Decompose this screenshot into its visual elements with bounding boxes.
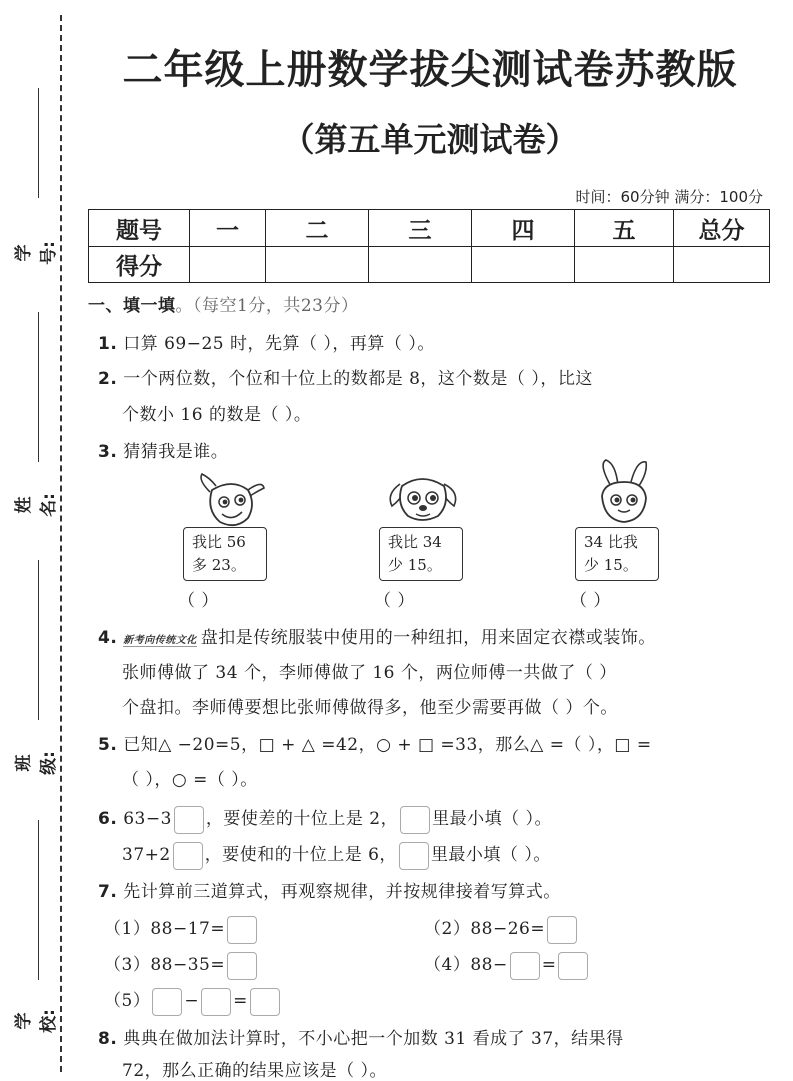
question-1 — [98, 329, 435, 354]
equation-text: （2）88−26= — [424, 919, 546, 939]
binding-dashed-line — [60, 15, 62, 1072]
page-subtitle: （第五单元测试卷） — [281, 120, 579, 159]
student-id-underline — [38, 88, 39, 198]
question-text: 里最小填（ ）。 — [432, 809, 553, 829]
question-text: 口算 69−25 时，先算（ ），再算（ ）。 — [123, 334, 435, 354]
score-header-cell: 一 — [190, 210, 266, 247]
question-number: 3. — [98, 442, 118, 462]
goat-icon — [192, 470, 272, 530]
equation-text: （5） — [104, 991, 151, 1011]
score-header-cell: 三 — [369, 210, 472, 247]
question-number: 4. — [98, 628, 118, 648]
clue-line: 少 15。 — [388, 556, 442, 574]
question-number: 7. — [98, 882, 118, 902]
section-note: 。（每空1分，共23分） — [175, 296, 359, 316]
question-8-line-1 — [98, 1024, 624, 1049]
score-header-cell: 总分 — [674, 210, 770, 247]
question-number: 1. — [98, 334, 118, 354]
answer-box[interactable] — [510, 952, 540, 980]
clue-card — [183, 527, 267, 581]
answer-blank[interactable]: （ ） — [178, 591, 219, 611]
answer-box[interactable] — [174, 806, 204, 834]
time-info: 时间：60分钟 满分：100分 — [575, 188, 763, 206]
score-header-cell: 五 — [575, 210, 674, 247]
score-cell[interactable] — [266, 247, 369, 283]
question-text: ，要使差的十位上是 2， — [205, 809, 399, 829]
answer-blank[interactable]: （ ） — [374, 591, 415, 611]
equals-sign: = — [233, 991, 248, 1011]
puppy-icon — [384, 470, 464, 526]
page-title: 二年级上册数学拔尖测试卷苏教版 — [122, 47, 738, 93]
equation-3 — [104, 950, 259, 980]
question-text: 盘扣是传统服装中使用的一种纽扣，用来固定衣襟或装饰。 — [200, 628, 656, 648]
question-number: 5. — [98, 735, 118, 755]
equation-1 — [104, 914, 259, 944]
question-2-line-1 — [98, 364, 593, 389]
score-cell[interactable] — [575, 247, 674, 283]
question-text: 先计算前三道算式，再观察规律，并按规律接着写算式。 — [123, 882, 561, 902]
question-4-line-1 — [98, 623, 656, 648]
question-text: ，要使和的十位上是 6， — [204, 845, 397, 865]
equation-2 — [424, 914, 579, 944]
clue-line: 我比 34 — [388, 533, 442, 551]
new-trend-tag: 新考向传统文化 — [123, 631, 197, 647]
score-row-label: 得分 — [89, 247, 190, 283]
answer-box[interactable] — [250, 988, 280, 1016]
name-label: 姓名: — [14, 493, 59, 517]
clue-card — [575, 527, 659, 581]
question-number: 6. — [98, 809, 118, 829]
expression: 63−3 — [123, 809, 172, 829]
answer-box[interactable] — [400, 806, 430, 834]
answer-box[interactable] — [227, 916, 257, 944]
clue-line: 34 比我 — [584, 533, 638, 551]
class-label: 班级: — [14, 751, 59, 775]
question-text: 里最小填（ ）。 — [430, 845, 551, 865]
score-header-cell: 二 — [266, 210, 369, 247]
clue-line: 我比 56 — [192, 533, 246, 551]
clue-card — [379, 527, 463, 581]
equation-4 — [424, 950, 590, 980]
question-6-line-1 — [98, 804, 552, 834]
clue-line: 多 23。 — [192, 556, 246, 574]
equation-text: （1）88−17= — [104, 919, 226, 939]
school-underline — [38, 820, 39, 980]
score-header-cell: 四 — [472, 210, 575, 247]
question-5-line-2: （ ），○ =（ ）。 — [122, 770, 258, 790]
question-3 — [98, 437, 228, 462]
score-cell[interactable] — [472, 247, 575, 283]
question-number: 8. — [98, 1029, 118, 1049]
question-4-line-3: 个盘扣。李师傅要想比张师傅做得多，他至少需要再做（ ）个。 — [122, 698, 618, 718]
answer-box[interactable] — [558, 952, 588, 980]
equals-sign: = — [541, 955, 557, 975]
question-5-line-1 — [98, 730, 652, 755]
score-cell[interactable] — [369, 247, 472, 283]
school-label: 学校: — [14, 1009, 59, 1033]
score-cell[interactable] — [190, 247, 266, 283]
question-4-line-2: 张师傅做了 34 个，李师傅做了 16 个，两位师傅一共做了（ ） — [122, 663, 617, 683]
class-underline — [38, 560, 39, 720]
answer-box[interactable] — [227, 952, 257, 980]
minus-sign: − — [184, 991, 200, 1011]
answer-box[interactable] — [547, 916, 577, 944]
name-underline — [38, 312, 39, 462]
equation-text: （3）88−35= — [104, 955, 226, 975]
answer-box[interactable] — [152, 988, 182, 1016]
rabbit-icon — [584, 458, 664, 528]
question-text: 一个两位数，个位和十位上的数都是 8，这个数是（ ），比这 — [123, 369, 593, 389]
equation-text: （4）88− — [424, 955, 508, 975]
score-table — [88, 209, 770, 283]
question-6-line-2 — [122, 840, 551, 870]
score-table-header-row — [89, 210, 770, 247]
question-8-line-2: 72，那么正确的结果应该是（ ）。 — [122, 1061, 388, 1081]
answer-box[interactable] — [399, 842, 429, 870]
section-heading — [88, 291, 358, 316]
question-7 — [98, 877, 561, 902]
question-2-line-2: 个数小 16 的数是（ ）。 — [122, 405, 312, 425]
question-text: 典典在做加法计算时，不小心把一个加数 31 看成了 37，结果得 — [123, 1029, 624, 1049]
equation-5 — [104, 986, 282, 1016]
question-number: 2. — [98, 369, 118, 389]
score-cell[interactable] — [674, 247, 770, 283]
question-text: 已知△ −20=5，□ + △ =42，○ + □ =33，那么△ =（ ），□ = — [123, 735, 652, 755]
score-table-score-row — [89, 247, 770, 283]
score-header-cell: 题号 — [89, 210, 190, 247]
expression: 37+2 — [122, 845, 171, 865]
answer-box[interactable] — [201, 988, 231, 1016]
student-id-label: 学号: — [14, 241, 59, 265]
answer-box[interactable] — [173, 842, 203, 870]
answer-blank[interactable]: （ ） — [570, 591, 611, 611]
clue-line: 少 15。 — [584, 556, 638, 574]
section-title: 一、填一填 — [88, 296, 176, 316]
question-text: 猜猜我是谁。 — [123, 442, 229, 462]
